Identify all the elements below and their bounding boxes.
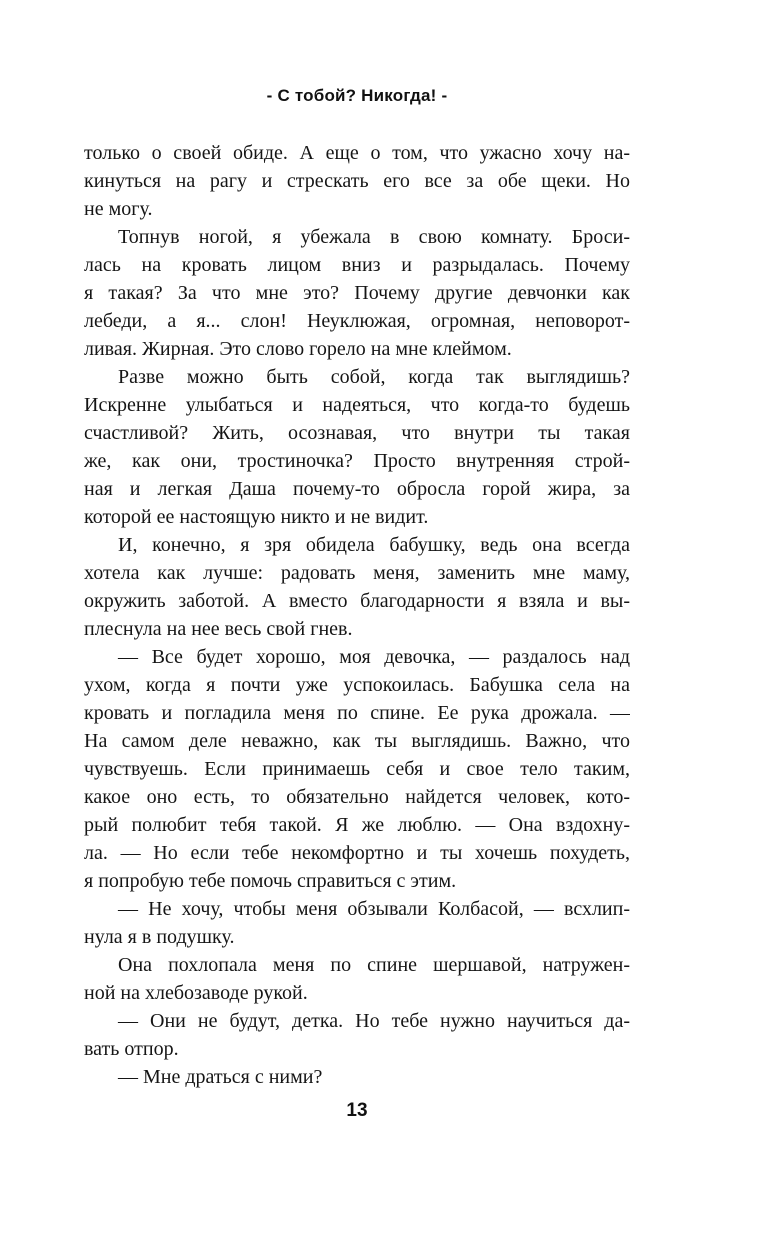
text-line: — Они не будут, детка. Но тебе нужно научиться да- bbox=[118, 1010, 630, 1032]
paragraph bbox=[84, 139, 630, 223]
text-line: чувствуешь. Если принимаешь себя и свое тело таким, bbox=[84, 758, 630, 780]
text-line: я такая? За что мне это? Почему другие девчонки как bbox=[84, 282, 630, 304]
text-line: кровать и погладила меня по спине. Ее рука дрожала. — bbox=[84, 702, 630, 724]
text-line: лебеди, а я... слон! Неуклюжая, огромная, неповорот- bbox=[84, 310, 630, 332]
paragraph bbox=[84, 223, 630, 363]
text-line: На самом деле неважно, как ты выглядишь. Важно, что bbox=[84, 730, 630, 752]
text-line: кинуться на рагу и стрескать его все за обе щеки. Но bbox=[84, 170, 630, 192]
paragraph bbox=[84, 1007, 630, 1063]
text-line: — Мне драться с ними? bbox=[118, 1066, 323, 1088]
paragraph bbox=[84, 951, 630, 1007]
text-line: вать отпор. bbox=[84, 1038, 179, 1060]
text-line: ной на хлебозаводе рукой. bbox=[84, 982, 308, 1004]
text-line: Искренне улыбаться и надеяться, что когда-то будешь bbox=[84, 394, 630, 416]
text-block bbox=[84, 139, 630, 1091]
text-line: нула я в подушку. bbox=[84, 926, 235, 948]
text-line: — Не хочу, чтобы меня обзывали Колбасой, — всхлип- bbox=[118, 898, 630, 920]
text-line: И, конечно, я зря обидела бабушку, ведь она всегда bbox=[118, 534, 630, 556]
text-line: хотела как лучше: радовать меня, заменить мне маму, bbox=[84, 562, 630, 584]
paragraph bbox=[84, 895, 630, 951]
text-line: я попробую тебе помочь справиться с этим. bbox=[84, 870, 457, 892]
text-line: ливая. Жирная. Это слово горело на мне клеймом. bbox=[84, 338, 512, 360]
paragraph bbox=[84, 1063, 630, 1091]
text-line: не могу. bbox=[84, 198, 153, 220]
text-line: какое оно есть, то обязательно найдется человек, кото- bbox=[84, 786, 630, 808]
text-line: ная и легкая Даша почему-то обросла горой жира, за bbox=[84, 478, 630, 500]
paragraph bbox=[84, 363, 630, 531]
text-line: — Все будет хорошо, моя девочка, — раздалось над bbox=[118, 646, 630, 668]
paragraph bbox=[84, 531, 630, 643]
page-number: 13 bbox=[346, 1100, 368, 1121]
text-line: плеснула на нее весь свой гнев. bbox=[84, 618, 353, 640]
text-line: счастливой? Жить, осознавая, что внутри ты такая bbox=[84, 422, 630, 444]
text-line: только о своей обиде. А еще о том, что ужасно хочу на- bbox=[84, 142, 630, 164]
text-line: лась на кровать лицом вниз и разрыдалась. Почему bbox=[84, 254, 630, 276]
text-line: рый полюбит тебя такой. Я же люблю. — Она вздохну- bbox=[84, 814, 630, 836]
text-line: же, как они, тростиночка? Просто внутренняя строй- bbox=[84, 450, 630, 472]
text-line: которой ее настоящую никто и не видит. bbox=[84, 506, 429, 528]
text-line: ухом, когда я почти уже успокоилась. Бабушка села на bbox=[84, 674, 630, 696]
paragraph bbox=[84, 643, 630, 895]
text-line: Разве можно быть собой, когда так выглядишь? bbox=[118, 366, 630, 388]
text-line: Топнув ногой, я убежала в свою комнату. Броси- bbox=[118, 226, 630, 248]
text-line: Она похлопала меня по спине шершавой, натружен- bbox=[118, 954, 630, 976]
running-title: - С тобой? Никогда! - bbox=[266, 86, 448, 105]
text-line: ла. — Но если тебе некомфортно и ты хочешь похудеть, bbox=[84, 842, 630, 864]
text-line: окружить заботой. А вместо благодарности я взяла и вы- bbox=[84, 590, 630, 612]
